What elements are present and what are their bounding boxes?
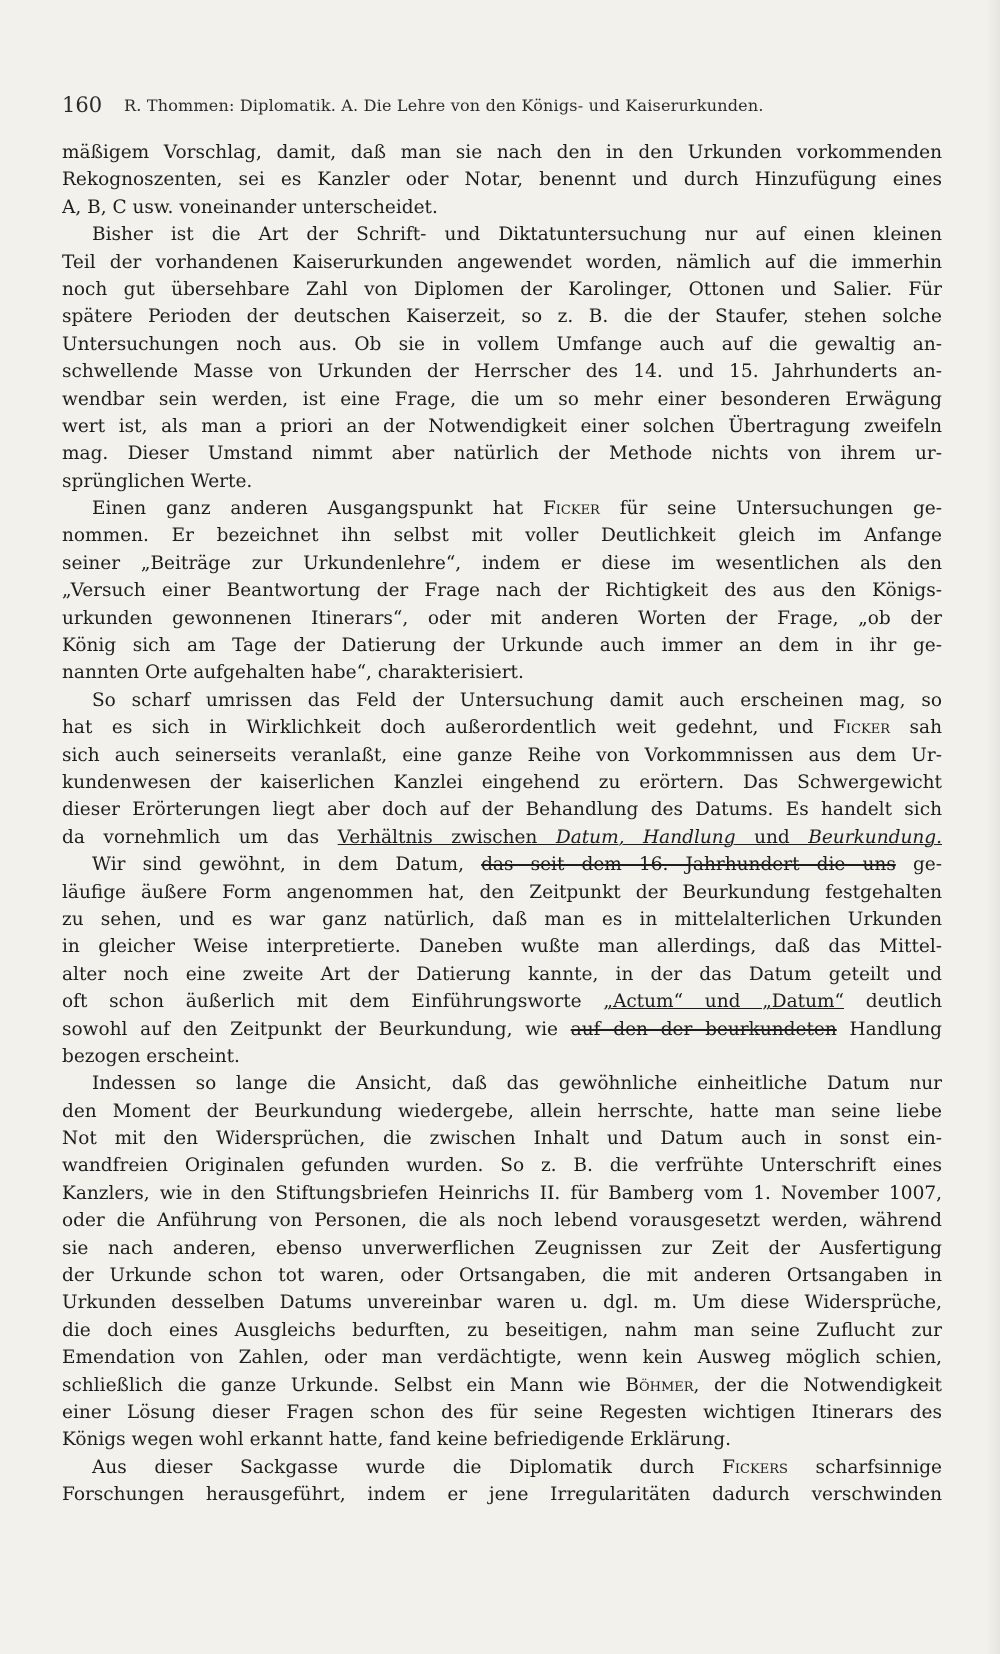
text-line: sprünglichen Werte. bbox=[62, 470, 253, 492]
text-line: sich auch seinerseits veranlaßt, eine ganze Reihe von Vorkommnissen aus dem Ur- bbox=[62, 744, 942, 766]
line-text: Wir sind gewöhnt, in dem Datum, bbox=[92, 854, 482, 876]
text-line: wendbar sein werden, ist eine Frage, die um so mehr einer besonderen Erwägung bbox=[62, 388, 942, 410]
text-line: nommen. Er bezeichnet ihn selbst mit voller Deutlichkeit gleich im Anfange bbox=[62, 525, 942, 547]
text-line bbox=[62, 495, 942, 522]
text-line bbox=[62, 824, 942, 851]
italic-phrase: Datum, Handlung bbox=[555, 826, 736, 848]
struck-phrase: auf den der beurkundeten bbox=[570, 1018, 837, 1040]
text-line: schwellende Masse von Urkunden der Herrscher des 14. und 15. Jahrhunderts an- bbox=[62, 361, 942, 383]
text-line: spätere Perioden der deutschen Kaiserzeit, so z. B. die der Staufer, stehen solche bbox=[62, 306, 942, 328]
text-line: Rekognoszenten, sei es Kanzler oder Notar, benennt und durch Hinzufügung eines bbox=[62, 169, 942, 191]
text-line: König sich am Tage der Datierung der Urkunde auch immer an dem in ihr ge- bbox=[62, 635, 942, 657]
text-line: alter noch eine zweite Art der Datierung kannte, in der das Datum geteilt und bbox=[62, 963, 942, 985]
text-line: Indessen so lange die Ansicht, daß das gewöhnliche einheitliche Datum nur bbox=[92, 1073, 942, 1095]
author-name-ficker: Ficker bbox=[833, 717, 891, 739]
line-text: Einen ganz anderen Ausgangspunkt hat bbox=[92, 498, 543, 520]
line-text: ge- bbox=[895, 854, 942, 876]
body-text bbox=[62, 139, 942, 1509]
text-line: Bisher ist die Art der Schrift- und Diktatuntersuchung nur auf einen kleinen bbox=[92, 224, 942, 246]
struck-phrase: das seit dem 16. Jahrhundert die uns bbox=[481, 854, 896, 876]
line-text: hat es sich in Wirklichkeit doch außerordentlich weit gedehnt, und bbox=[62, 717, 834, 739]
text-line: Not mit den Widersprüchen, die zwischen Inhalt und Datum auch in sonst ein- bbox=[62, 1128, 942, 1150]
text-line: wandfreien Originalen gefunden wurden. So z. B. die verfrühte Unterschrift eines bbox=[62, 1155, 942, 1177]
line-text: Aus dieser Sackgasse wurde die Diplomatik durch bbox=[92, 1456, 723, 1478]
text-line: „Versuch einer Beantwortung der Frage nach der Richtigkeit des aus den Königs- bbox=[62, 580, 942, 602]
line-text: oft schon äußerlich mit dem Einführungsworte bbox=[62, 991, 604, 1013]
text-line: Untersuchungen noch aus. Ob sie in vollem Umfange auch auf die gewaltig an- bbox=[62, 333, 942, 355]
text-line: A, B, C usw. voneinander unterscheidet. bbox=[62, 196, 438, 218]
text-line: Königs wegen wohl erkannt hatte, fand keine befriedigende Erklärung. bbox=[62, 1429, 731, 1451]
italic-phrase: Beurkundung. bbox=[808, 826, 942, 848]
line-text: Handlung bbox=[836, 1018, 942, 1040]
author-name-fickers: Fickers bbox=[722, 1456, 788, 1478]
text-line: sie nach anderen, ebenso unverwerflichen Zeugnissen zur Zeit der Ausfertigung bbox=[62, 1237, 942, 1259]
line-text: scharfsinnige bbox=[787, 1456, 942, 1478]
text-line: urkunden gewonnenen Itinerars“, oder mit anderen Worten der Frage, „ob der bbox=[62, 607, 942, 629]
line-text: da vornehmlich um das bbox=[62, 826, 338, 848]
text-line: die doch eines Ausgleichs bedurften, zu beseitigen, nahm man seine Zuflucht zur bbox=[62, 1319, 942, 1341]
text-line: So scharf umrissen das Feld der Untersuchung damit auch erscheinen mag, so bbox=[92, 689, 942, 711]
text-line: der Urkunde schon tot waren, oder Ortsangaben, die mit anderen Ortsangaben in bbox=[62, 1265, 942, 1287]
text-line: läufige äußere Form angenommen hat, den Zeitpunkt der Beurkundung festgehalten bbox=[62, 881, 942, 903]
text-line: kundenwesen der kaiserlichen Kanzlei eingehend zu erörtern. Das Schwergewicht bbox=[62, 771, 942, 793]
page-header bbox=[62, 93, 942, 123]
text-line bbox=[62, 1372, 942, 1399]
text-line: zu sehen, und es war ganz natürlich, daß man es in mittelalterlichen Urkunden bbox=[62, 908, 942, 930]
text-line: nannten Orte aufgehalten habe“, charakterisiert. bbox=[62, 662, 524, 684]
text-line: dieser Erörterungen liegt aber doch auf der Behandlung des Datums. Es handelt sich bbox=[62, 799, 942, 821]
text-line: den Moment der Beurkundung wiedergebe, allein herrschte, hatte man seine liebe bbox=[62, 1100, 942, 1122]
line-text: schließlich die ganze Urkunde. Selbst ein Mann wie bbox=[62, 1374, 626, 1396]
text-line: mäßigem Vorschlag, damit, daß man sie nach den in den Urkunden vorkommenden bbox=[62, 142, 942, 163]
text-line: oder die Anführung von Personen, die als noch lebend vorausgesetzt werden, während bbox=[62, 1210, 942, 1232]
text-line bbox=[62, 714, 942, 741]
page-number: 160 bbox=[62, 93, 103, 117]
line-text: sah bbox=[890, 717, 942, 739]
text-line: mag. Dieser Umstand nimmt aber natürlich der Methode nichts von ihrem ur- bbox=[62, 443, 942, 465]
text-line: wert ist, als man a priori an der Notwendigkeit einer solchen Übertragung zweifeln bbox=[62, 415, 942, 437]
underlined-phrase: „Actum“ und „Datum“ bbox=[603, 991, 844, 1013]
line-text: , der die Notwendigkeit bbox=[693, 1374, 942, 1396]
underlined-phrase: Verhältnis zwischen bbox=[337, 826, 556, 848]
line-text: sowohl auf den Zeitpunkt der Beurkundung, wie bbox=[62, 1018, 571, 1040]
text-line: Teil der vorhandenen Kaiserurkunden angewendet worden, nämlich auf die immerhin bbox=[62, 251, 942, 273]
text-line bbox=[62, 988, 942, 1015]
text-line bbox=[62, 1454, 942, 1481]
page-edge-shadow bbox=[986, 0, 1000, 1654]
author-name-ficker: Ficker bbox=[542, 498, 600, 520]
text-line: Kanzlers, wie in den Stiftungsbriefen Heinrichs II. für Bamberg vom 1. November 1007, bbox=[62, 1182, 942, 1204]
text-line bbox=[62, 1016, 942, 1043]
line-text: deutlich bbox=[844, 991, 942, 1013]
text-line: bezogen erscheint. bbox=[62, 1045, 240, 1067]
author-name-boehmer: Böhmer bbox=[625, 1374, 694, 1396]
text-line: Forschungen herausgeführt, indem er jene Irregularitäten dadurch verschwinden bbox=[62, 1484, 942, 1506]
text-line: noch gut übersehbare Zahl von Diplomen der Karolinger, Ottonen und Salier. Für bbox=[62, 278, 942, 300]
text-line: einer Lösung dieser Fragen schon des für seine Regesten wichtigen Itinerars des bbox=[62, 1401, 942, 1423]
running-head: R. Thommen: Diplomatik. A. Die Lehre von den Königs- und Kaiserurkunden. bbox=[124, 96, 764, 115]
underlined-phrase: und bbox=[735, 826, 809, 848]
text-line: Urkunden desselben Datums unvereinbar waren u. dgl. m. Um diese Widersprüche, bbox=[62, 1292, 942, 1314]
text-line bbox=[62, 851, 942, 878]
line-text: für seine Untersuchungen ge- bbox=[599, 498, 942, 520]
text-line: in gleicher Weise interpretierte. Daneben wußte man allerdings, daß das Mittel- bbox=[62, 936, 942, 958]
text-line: Emendation von Zahlen, oder man verdächtigte, wenn kein Ausweg möglich schien, bbox=[62, 1347, 942, 1369]
text-line: seiner „Beiträge zur Urkundenlehre“, indem er diese im wesentlichen als den bbox=[62, 552, 942, 574]
